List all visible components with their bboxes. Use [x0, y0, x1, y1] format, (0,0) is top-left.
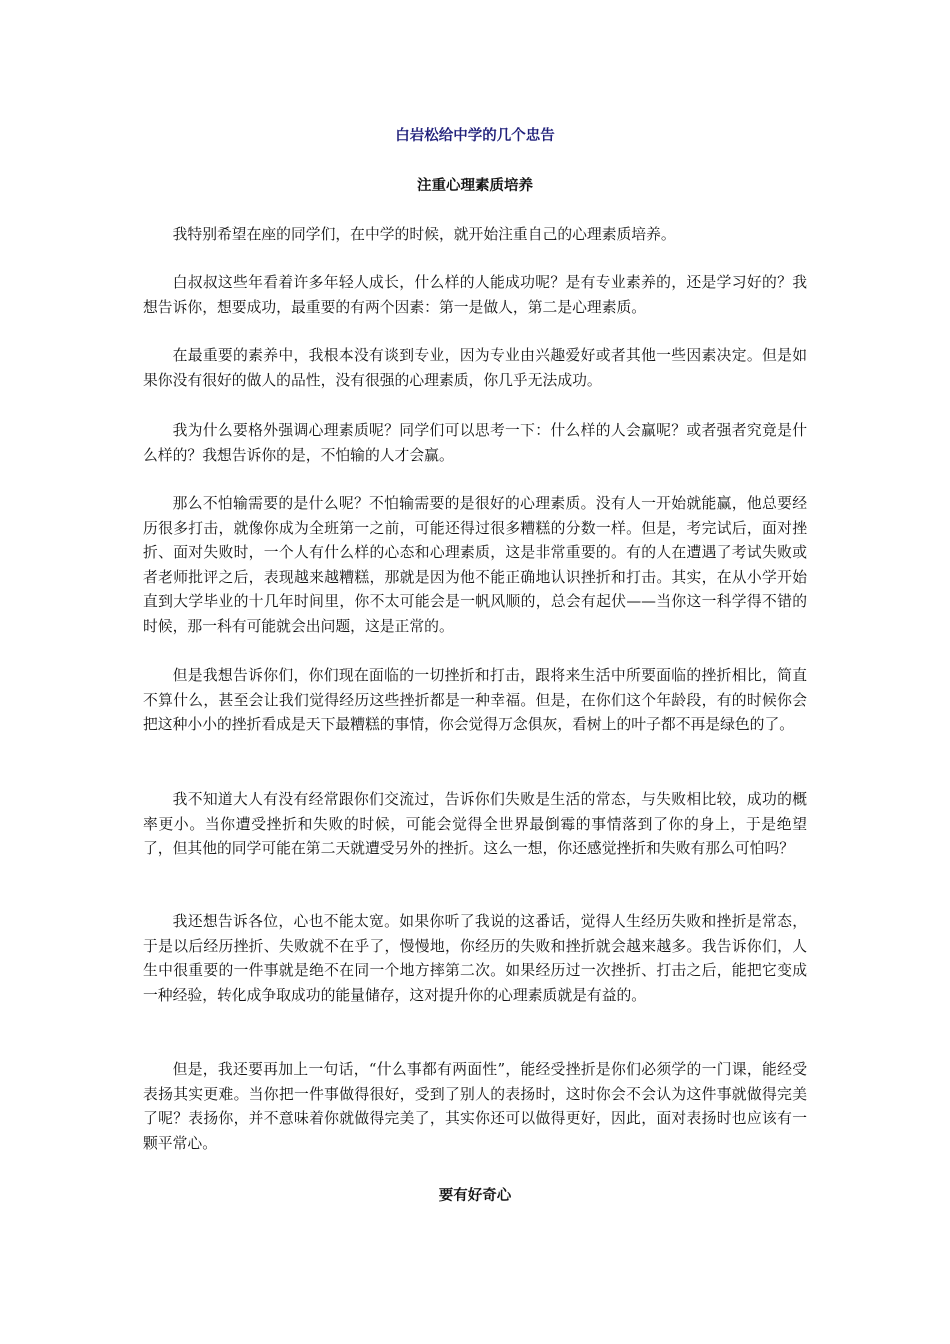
paragraph-3: 在最重要的素养中，我根本没有谈到专业，因为专业由兴趣爱好或者其他一些因素决定。但是如果你没有很好的做人的品性，没有很强的心理素质，你几乎无法成功。 — [143, 347, 807, 389]
paragraph-4: 我为什么要格外强调心理素质呢？同学们可以思考一下：什么样的人会赢呢？或者强者究竟是什么样的？我想告诉你的是，不怕输的人才会赢。 — [143, 422, 807, 464]
paragraph-9: 但是，我还要再加上一句话，“什么事都有两面性”，能经受挫折是你们必须学的一门课，能经受表扬其实更难。当你把一件事做得很好，受到了别人的表扬时，这时你会不会认为这件事就做得完美了呢？表扬你，并不意味着你就做得完美了，其实你还可以做得更好，因此，面对表扬时也应该有一颗平常心。 — [143, 1061, 807, 1152]
section-heading-curiosity: 要有好奇心 — [438, 1188, 512, 1204]
paragraph-5: 那么不怕输需要的是什么呢？不怕输需要的是很好的心理素质。没有人一开始就能赢，他总要经历很多打击，就像你成为全班第一之前，可能还得过很多糟糕的分数一样。但是，考完试后，面对挫折、面对失败时，一个人有什么样的心态和心理素质，这是非常重要的。有的人在遭遇了考试失败或者老师批评之后，表现越来越糟糕，那就是因为他不能正确地认识挫折和打击。其实，在从小学开始直到大学毕业的十几年时间里，你不太可能会是一帆风顺的，总会有起伏——当你这一科学得不错的时候，那一科有可能就会出问题，这是正常的。 — [143, 495, 807, 635]
paragraph-7: 我不知道大人有没有经常跟你们交流过，告诉你们失败是生活的常态，与失败相比较，成功的概率更小。当你遭受挫折和失败的时候，可能会觉得全世界最倒霉的事情落到了你的身上，于是绝望了，但其他的同学可能在第二天就遭受另外的挫折。这么一想，你还感觉挫折和失败有那么可怕吗？ — [143, 791, 807, 857]
document-title: 白岩松给中学的几个忠告 — [395, 128, 555, 144]
paragraph-1: 我特别希望在座的同学们，在中学的时候，就开始注重自己的心理素质培养。 — [172, 226, 676, 243]
section-heading-psychology: 注重心理素质培养 — [417, 178, 533, 194]
paragraph-6: 但是我想告诉你们，你们现在面临的一切挫折和打击，跟将来生活中所要面临的挫折相比，简直不算什么，甚至会让我们觉得经历这些挫折都是一种幸福。但是，在你们这个年龄段，有的时候你会把这种小小的挫折看成是天下最糟糕的事情，你会觉得万念俱灰，看树上的叶子都不再是绿色的了。 — [143, 667, 807, 733]
paragraph-2: 白叔叔这些年看着许多年轻人成长，什么样的人能成功呢？是有专业素养的，还是学习好的？我想告诉你，想要成功，最重要的有两个因素：第一是做人，第二是心理素质。 — [143, 274, 807, 316]
paragraph-8: 我还想告诉各位，心也不能太宽。如果你听了我说的这番话，觉得人生经历失败和挫折是常态，于是以后经历挫折、失败就不在乎了，慢慢地，你经历的失败和挫折就会越来越多。我告诉你们，人生中很重要的一件事就是绝不在同一个地方摔第二次。如果经历过一次挫折、打击之后，能把它变成一种经验，转化成争取成功的能量储存，这对提升你的心理素质就是有益的。 — [143, 913, 807, 1004]
